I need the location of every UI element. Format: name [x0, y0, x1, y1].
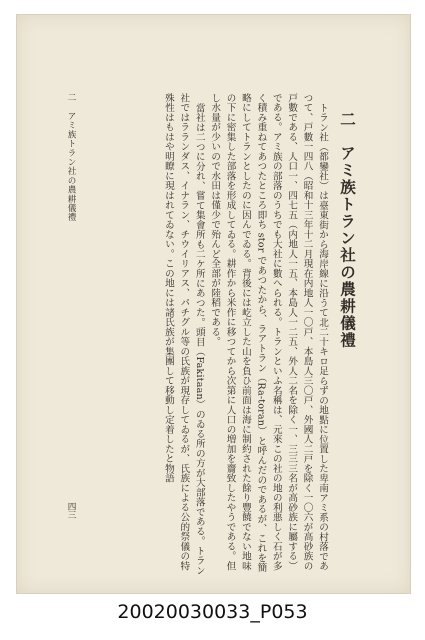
document-page: [16, 14, 411, 594]
paragraph: トラン社（都鑾社）は臺東街から海岸線に沿うて北二十キロ足らずの地點に位置した卑南アミ系の村落であつて、戸數一四八（昭和十三年十二月現在内地人一〇戸、本島人三〇戸、外國人二戸を除く一〇六が高砂族の戸數である、人口一、四七五（内地人一五、本島人一二五、外人二名を除く一、三三三名が高砂族に屬する）である。アミ族の部落のうちでも大社に數へられる。トランといふ名稱は、元來この社の地の利悪しく石が多く積み重ねてあつたところ即ち stor であつたから、ラアトラン（Ra-toran）と呼んだのであるが、これを簡略にしてトランとしたのに因んでゐる。背後には屹立した山を負ひ前面は海に制約された餘り豐饒でない地味の下に密集した部落を形成してゐる。耕作から米作に移つてから次第に人口の増加を齎致したやうである。但し水量が少いので水田は僅少で殆んど全部が陸稻である。: [209, 93, 328, 573]
paragraph: 當社は二つに分れ、嘗て集會所も二ケ所にあつた。頭目（Fakitaan）のゐる所の方が大部落である。トラン社ではラランダス、イナラン、チウイリアス、パチグル等の氏族が現存してゐるが、氏族による公的祭儀の特殊性はもはや明瞭に現はれてゐない。この地には諸氏族が集團して移動し定着したと物語: [162, 93, 205, 575]
page-number: 四三: [66, 502, 76, 520]
chapter-title: 二 アミ族トラン社の農耕儀禮: [338, 111, 357, 349]
body-text: [161, 93, 330, 578]
running-head: 二 アミ族トラン社の農耕儀禮: [66, 93, 76, 222]
archive-caption: 20020030033_P053: [117, 601, 308, 623]
